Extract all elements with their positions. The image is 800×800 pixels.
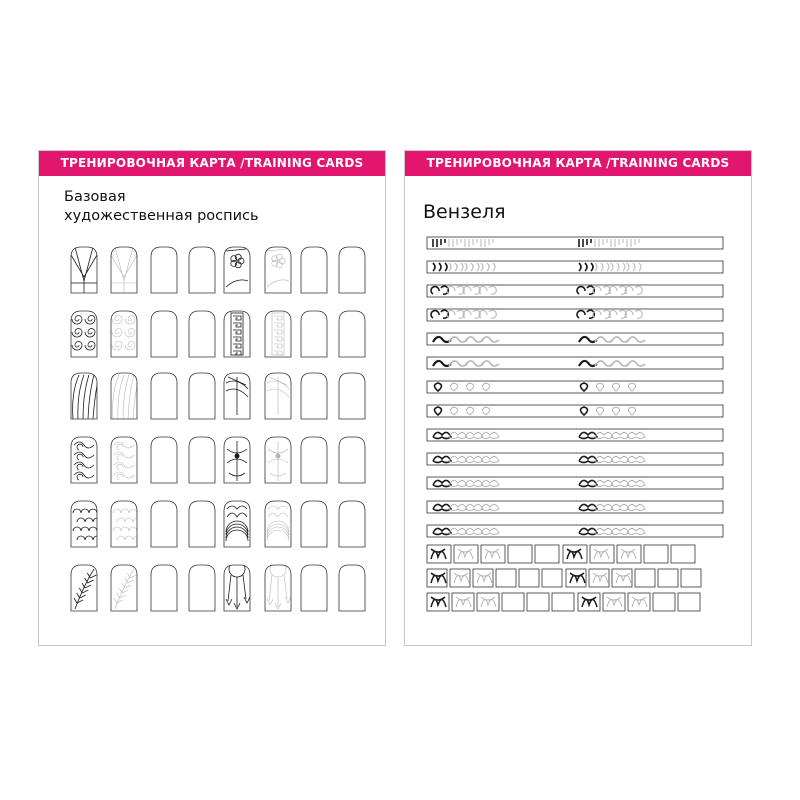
nail-outline [151,501,177,547]
nail-template [189,565,215,611]
practice-box [477,593,499,611]
nail-template [339,437,365,483]
nail-outline [151,247,177,293]
monogram-strip [427,453,723,465]
strip-outline [427,429,723,441]
nail-template [111,501,141,547]
practice-box [502,593,524,611]
card-title-line-1: Базовая [64,189,126,205]
training-card-basic-art [38,150,386,646]
nail-template [111,437,137,483]
nail-template [189,311,215,357]
nail-outline [151,565,177,611]
practice-box [552,593,574,611]
nail-template [151,501,177,547]
strip-outline [427,333,723,345]
practice-box [678,593,700,611]
monogram-strip [427,309,723,321]
strip-outline [427,525,723,537]
practice-box [542,569,562,587]
nail-template [111,247,137,293]
strip-outline [427,237,723,249]
nail-template [301,437,327,483]
nail-outline [151,373,177,419]
nail-outline [339,311,365,357]
practice-box [578,593,600,611]
card-header-banner: ТРЕНИРОВОЧНАЯ КАРТА /TRAINING CARDS [39,151,385,176]
nail-template [265,373,291,419]
monogram-strip [427,237,723,249]
practice-box [535,545,559,563]
nail-template [339,373,365,419]
nail-template [71,565,97,611]
monogram-strip [427,357,723,369]
nail-template [189,247,215,293]
card-header-banner: ТРЕНИРОВОЧНАЯ КАРТА /TRAINING CARDS [405,151,751,176]
practice-box [635,569,655,587]
strip-outline [427,501,723,513]
monogram-strip [427,405,723,417]
monogram-box-row [427,593,700,611]
nail-template [301,373,327,419]
nail-template [339,501,365,547]
strip-outline [427,357,723,369]
nail-outline [339,501,365,547]
nail-outline [339,373,365,419]
nail-outline [224,247,250,293]
nail-outline [189,247,215,293]
nail-template [71,501,101,547]
nail-outline [189,565,215,611]
nail-template [71,437,97,483]
practice-box [658,569,678,587]
nail-outline [151,311,177,357]
nail-template [224,437,250,483]
nail-outline [265,247,291,293]
monogram-box-row [427,569,701,587]
training-card-monograms [404,150,752,646]
nail-template [224,561,250,611]
nail-outline [301,565,327,611]
nail-outline [189,373,215,419]
practice-box [681,569,701,587]
nail-template [224,501,250,547]
nail-outline [339,437,365,483]
monogram-strip [427,429,723,441]
monogram-strip [427,525,723,537]
nail-template [265,561,291,611]
monogram-box-row [427,545,695,563]
nail-template [111,565,137,611]
nail-outline [189,311,215,357]
nail-template [265,437,291,483]
nail-template [71,247,97,293]
nail-template [224,311,250,357]
practice-box [653,593,675,611]
card-title-line-2: художественная роспись [64,208,259,224]
practice-box [628,593,650,611]
nail-practice-grid [39,151,387,647]
nail-template [189,373,215,419]
nail-template [301,311,327,357]
nail-template [71,373,99,419]
card-title: Вензеля [423,201,506,223]
nail-outline [189,437,215,483]
monogram-strip [427,333,723,345]
nail-template [265,311,291,357]
nail-outline [339,565,365,611]
nail-outline [301,311,327,357]
nail-template [265,247,291,293]
nail-template [265,501,291,547]
nail-outline [151,437,177,483]
nail-template [111,373,139,419]
practice-box [603,593,625,611]
monogram-practice-strips [405,151,753,647]
nail-template [339,565,365,611]
practice-box [519,569,539,587]
nail-template [71,311,97,357]
nail-template [339,311,365,357]
nail-template [189,437,215,483]
monogram-strip [427,285,723,297]
strip-outline [427,477,723,489]
nail-template [224,247,250,293]
nail-outline [301,247,327,293]
practice-box [427,593,449,611]
practice-box [527,593,549,611]
nail-template [151,565,177,611]
nail-template [301,247,327,293]
monogram-strip [427,501,723,513]
practice-box [671,545,695,563]
monogram-strip [427,477,723,489]
nail-outline [301,437,327,483]
strip-outline [427,453,723,465]
nail-template [224,373,250,419]
nail-template [339,247,365,293]
nail-template [151,247,177,293]
nail-outline [301,501,327,547]
strip-outline [427,381,723,393]
nail-outline [189,501,215,547]
monogram-strip [427,261,723,273]
nail-outline [111,501,137,547]
nail-template [301,501,327,547]
nail-template [151,311,177,357]
nail-template [301,565,327,611]
nail-outline [71,501,97,547]
nail-outline [111,373,137,419]
nail-template [151,373,177,419]
nail-template [151,437,177,483]
nail-template [189,501,215,547]
nail-outline [301,373,327,419]
nail-outline [339,247,365,293]
monogram-strip [427,381,723,393]
nail-template [111,311,137,357]
practice-box [452,593,474,611]
strip-outline [427,405,723,417]
practice-box [508,545,532,563]
practice-box [644,545,668,563]
practice-box [496,569,516,587]
